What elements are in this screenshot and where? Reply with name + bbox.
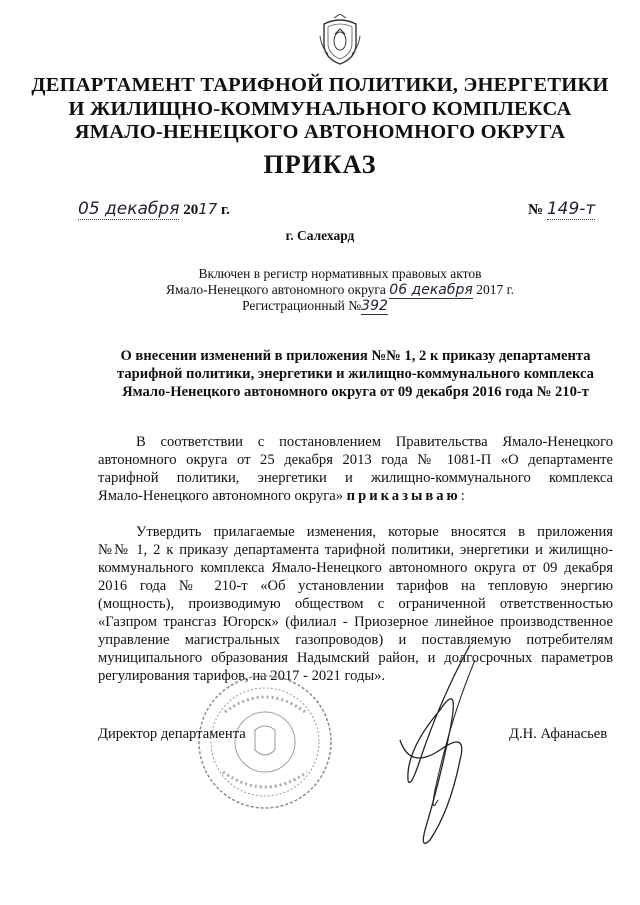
body-line: управление магистральных газопроводов) и поставляемую потребителям	[98, 632, 613, 648]
order-date-handwritten: 05 декабря	[78, 199, 180, 219]
registry-year: 2017 г.	[476, 282, 514, 297]
order-number-handwritten: 149-т	[546, 199, 596, 219]
order-body-paragraph	[98, 523, 613, 685]
order-verb: приказываю	[346, 488, 461, 504]
signatory-position: Директор департамента	[98, 726, 246, 742]
order-date	[78, 199, 230, 219]
body-line: 2016 года № 210-т «Об установлении тарифов на тепловую энергию	[98, 578, 613, 594]
body-line: муниципального образования Надымский район, и долгосрочных параметров	[98, 650, 613, 666]
registry-number-label: Регистрационный №	[242, 298, 362, 313]
registry-line-2	[20, 282, 640, 298]
preamble-line: автономного округа от 25 декабря 2013 года № 1081-П «О департаменте	[98, 452, 613, 468]
registry-line-1: Включен в регистр нормативных правовых актов	[198, 266, 482, 281]
preamble-paragraph	[98, 433, 613, 505]
handwritten-signature	[380, 640, 490, 860]
preamble-line: В соответствии с постановлением Правительства Ямало-Ненецкого	[136, 434, 613, 450]
order-title-line-2: тарифной политики, энергетики и жилищно-коммунального комплекса	[117, 366, 594, 382]
preamble-line-text: Ямало-Ненецкого автономного округа»	[98, 488, 344, 504]
preamble-line	[98, 487, 613, 505]
body-line: «Газпром трансгаз Югорск» (филиал - Приозерное линейное производственное	[98, 614, 613, 630]
department-name-line-1: ДЕПАРТАМЕНТ ТАРИФНОЙ ПОЛИТИКИ, ЭНЕРГЕТИКИ	[31, 74, 609, 96]
registry-region: Ямало-Ненецкого автономного округа	[166, 282, 386, 297]
city: г. Салехард	[285, 228, 355, 243]
order-year-handwritten: 17	[198, 200, 218, 218]
order-verb-colon: :	[460, 488, 465, 504]
order-number-label: №	[528, 202, 544, 218]
department-name-line-2: И ЖИЛИЩНО-КОММУНАЛЬНОГО КОМПЛЕКСА	[68, 98, 572, 120]
registry-line-3	[0, 298, 635, 314]
order-number	[528, 199, 595, 219]
body-line: коммунального комплекса Ямало-Ненецкого автономного округа от 09 декабря	[98, 560, 613, 576]
body-line: (мощность), производимую обществом с ограниченной ответственностью	[98, 596, 613, 612]
body-line: регулирования тарифов, на 2017 - 2021 годы».	[98, 668, 386, 684]
order-year-prefix: 20	[183, 202, 199, 218]
order-year-suffix: г.	[221, 202, 230, 218]
signatory-name: Д.Н. Афанасьев	[509, 726, 608, 742]
department-name-line-3: ЯМАЛО-НЕНЕЦКОГО АВТОНОМНОГО ОКРУГА	[74, 121, 566, 143]
coat-of-arms-emblem	[318, 14, 362, 66]
preamble-line: тарифной политики, энергетики и жилищно-коммунального комплекса	[98, 470, 613, 486]
registry-date-handwritten: 06 декабря	[389, 282, 473, 298]
registry-number-handwritten: 392	[361, 298, 388, 314]
document-type-title: ПРИКАЗ	[263, 150, 377, 179]
order-title-line-3: Ямало-Ненецкого автономного округа от 09 декабря 2016 года № 210-т	[122, 384, 589, 400]
body-line: №№ 1, 2 к приказу департамента тарифной политики, энергетики и жилищно-	[98, 542, 613, 558]
order-title-line-1: О внесении изменений в приложения №№ 1, 2 к приказу департамента	[120, 348, 591, 364]
body-line: Утвердить прилагаемые изменения, которые вносятся в приложения	[136, 524, 613, 540]
